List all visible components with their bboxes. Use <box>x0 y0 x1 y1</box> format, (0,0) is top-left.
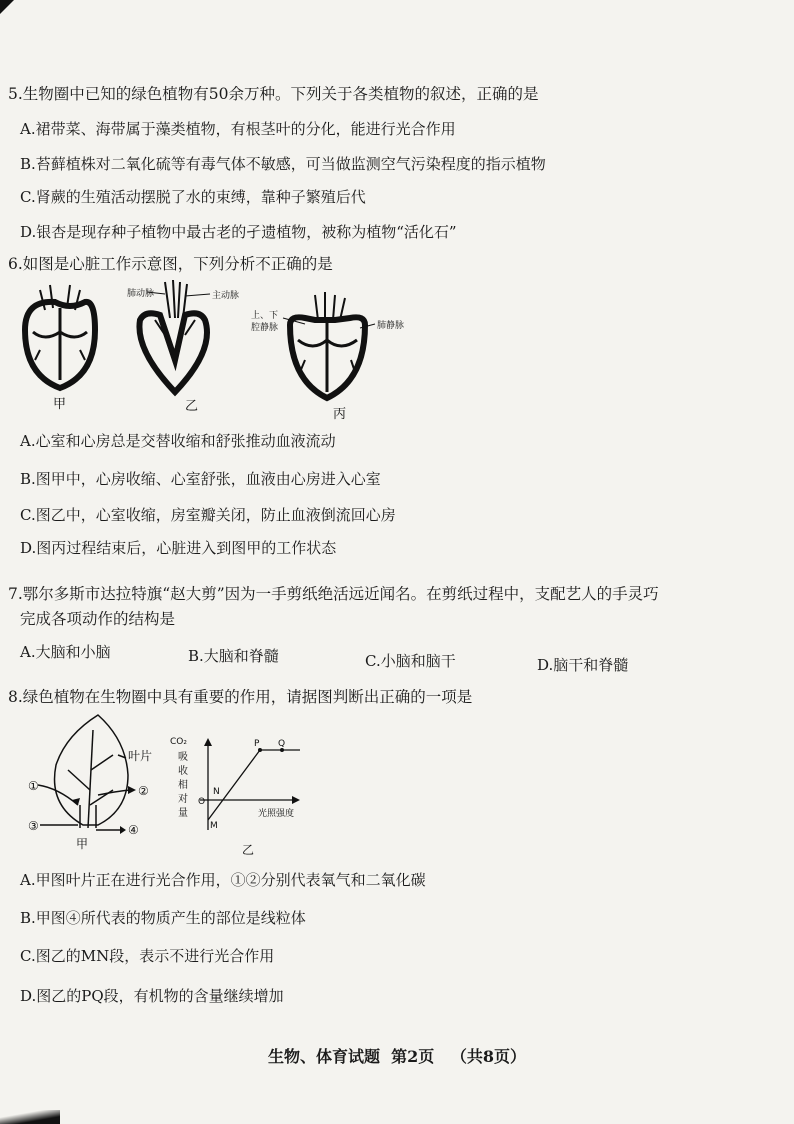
q8-option-d: D.图乙的PQ段，有机物的含量继续增加 <box>20 987 284 1005</box>
label-y-axis-2: 收 <box>178 766 188 777</box>
q7-option-d: D.脑干和脊髓 <box>537 656 629 674</box>
scan-corner-mark <box>0 0 14 14</box>
q7-stem-line2: 完成各项动作的结构是 <box>20 610 176 628</box>
q8-leaf-figure <box>28 710 188 855</box>
label-num-4: ④ <box>128 823 139 837</box>
q8-option-a: A.甲图叶片正在进行光合作用，①②分别代表氧气和二氧化碳 <box>20 871 426 889</box>
label-jia-leaf: 甲 <box>76 837 89 851</box>
q5-option-b: B.苔藓植株对二氧化硫等有毒气体不敏感，可当做监测空气污染程度的指示植物 <box>20 155 546 173</box>
label-leaf: 叶片 <box>128 749 153 763</box>
q6-option-c: C.图乙中，心室收缩，房室瓣关闭，防止血液倒流回心房 <box>20 506 396 524</box>
q7-option-c: C.小脑和脑干 <box>365 652 456 670</box>
q7-stem-line1: 7.鄂尔多斯市达拉特旗“赵大剪”因为一手剪纸绝活远近闻名。在剪纸过程中，支配艺人的手灵巧 <box>8 585 659 603</box>
label-N: N <box>213 787 220 797</box>
q5-option-d: D.银杏是现存种子植物中最古老的孑遗植物，被称为植物“活化石” <box>20 223 457 241</box>
label-yi: 乙 <box>185 399 199 414</box>
label-vena-cava-2: 腔静脉 <box>251 323 279 333</box>
label-pulmonary-artery: 肺动脉 <box>127 289 155 299</box>
q6-option-b: B.图甲中，心房收缩、心室舒张，血液由心房进入心室 <box>20 470 381 488</box>
label-x-axis: 光照强度 <box>258 809 295 819</box>
label-vena-cava-1: 上、下 <box>251 311 279 321</box>
q6-heart-figure <box>15 280 435 425</box>
label-bing: 丙 <box>333 407 347 422</box>
label-pulmonary-vein: 肺静脉 <box>377 321 405 331</box>
q5-stem: 5.生物圈中已知的绿色植物有50余万种。下列关于各类植物的叙述，正确的是 <box>8 85 539 103</box>
q5-option-a: A.裙带菜、海带属于藻类植物，有根茎叶的分化，能进行光合作用 <box>20 120 456 138</box>
label-yi-graph: 乙 <box>242 843 255 857</box>
label-jia: 甲 <box>53 397 67 412</box>
label-y-axis-4: 对 <box>178 794 188 805</box>
label-aorta: 主动脉 <box>212 291 240 301</box>
q5-option-c: C.肾蕨的生殖活动摆脱了水的束缚，靠种子繁殖后代 <box>20 188 366 206</box>
q8-option-c: C.图乙的MN段，表示不进行光合作用 <box>20 947 275 965</box>
scan-edge-shadow <box>0 1110 60 1124</box>
q6-option-d: D.图丙过程结束后，心脏进入到图甲的工作状态 <box>20 539 337 557</box>
label-num-2: ② <box>138 784 149 798</box>
heart-bing-drawing <box>290 292 365 398</box>
q6-option-a: A.心室和心房总是交替收缩和舒张推动血液流动 <box>20 432 336 450</box>
heart-jia-drawing <box>25 285 95 388</box>
label-num-1: ① <box>28 779 39 793</box>
label-y-axis-1: 吸 <box>178 752 188 763</box>
q8-co2-graph <box>170 730 320 860</box>
label-y-axis-3: 相 <box>178 780 188 791</box>
page-footer: 生物、体育试题 第2页 （共8页） <box>267 1047 527 1066</box>
q6-stem: 6.如图是心脏工作示意图，下列分析不正确的是 <box>8 255 333 273</box>
q7-option-b: B.大脑和脊髓 <box>188 647 279 665</box>
label-y-axis-5: 量 <box>178 808 188 819</box>
q7-option-a: A.大脑和小脑 <box>20 643 111 661</box>
label-num-3: ③ <box>28 819 39 833</box>
q8-stem: 8.绿色植物在生物圈中具有重要的作用，请据图判断出正确的一项是 <box>8 688 473 706</box>
label-P: P <box>254 739 260 749</box>
label-O: O <box>198 797 206 807</box>
label-Q: Q <box>278 739 286 749</box>
label-co2: CO₂ <box>170 737 187 747</box>
label-M: M <box>210 821 218 831</box>
q8-option-b: B.甲图④所代表的物质产生的部位是线粒体 <box>20 909 306 927</box>
